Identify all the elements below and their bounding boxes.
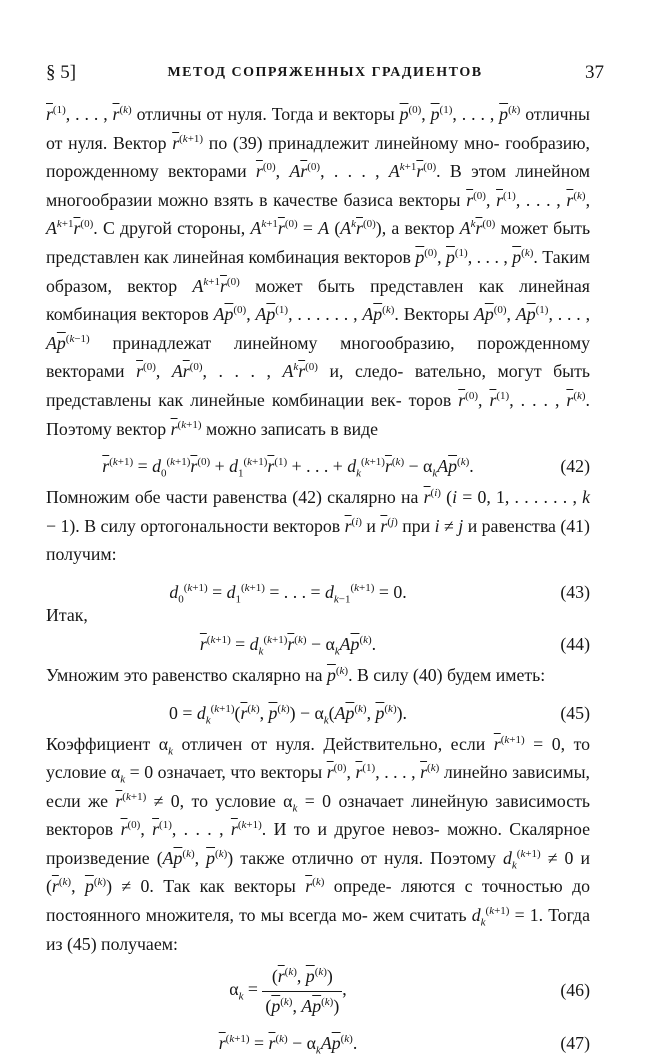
equation-47: $\overline{r}^{(k+1)} = \overline{r}^{(k)} - \alpha_kA\overline{p}^{(k)}$. (47)	[46, 1020, 590, 1060]
equation-46: $\alpha_k$ = $\frac{(\overline{r}^{(k)}, \overline{p}^{(k)})}{(\overline{p}^{(k)}, A\overline{p}^{(k)})}$ , (46)	[46, 958, 590, 1020]
equation-42: $\overline{r}^{(k+1)} = d_0^{(k+1)}\overline{r}^{(0)} + d_1^{(k+1)}\overline{r}^{(1)}$ + . . . + $d_k^{(k+1)}\overline{r}^{(k)} - \alpha_kA\overline{p}^{(k)}$. (42)	[46, 443, 590, 483]
equation-number-44: (44)	[560, 633, 590, 654]
page-body	[46, 100, 590, 1060]
equation-number-46: (46)	[560, 980, 590, 1001]
paragraph-4: Коэффициент $\alpha_k$ отличен от нуля. Действительно, если $\overline{r}^{(k+1)} = 0$, то условие $\alpha_k = 0$ означает, что векторы $\overline{r}^{(0)}$, $\overline{r}^{(1)}$, . . . , $\overline{r}^{(k)}$ линейно зависимы, если же $\overline{r}^{(k+1)} \ne 0$, то условие $\alpha_k = 0$ означает линейную зависимость векторов $\overline{r}^{(0)}$, $\overline{r}^{(1)}$, . . . , $\overline{r}^{(k+1)}$. И то и другое невоз- можно. Скалярное произведение ($A\overline{p}^{(k)}$, $\overline{p}^{(k)}$) также отлично от нуля. Поэтому $d_k^{(k+1)} \ne 0$ и ($\overline{r}^{(k)}$, $\overline{p}^{(k)}) \ne 0$. Так как векторы $\overline{r}^{(k)}$ опреде- ляются с точностью до постоянного множителя, то мы всегда мо- жем считать $d_k^{(k+1)} = 1$. Тогда из (45) получаем:	[46, 733, 591, 954]
equation-number-43: (43)	[560, 581, 590, 602]
paragraph-3: Умножим это равенство скалярно на $\overline{p}^{(k)}$. В силу (40) будем иметь:	[46, 664, 546, 685]
section-mark: § 5]	[46, 62, 77, 83]
running-header	[46, 62, 604, 86]
equation-45: $0 = d_k^{(k+1)}(\overline{r}^{(k)}$, $\overline{p}^{(k)}) - \alpha_k(A\overline{p}^{(k)}$, $\overline{p}^{(k)}$). (45)	[46, 690, 590, 730]
paragraph-1: $\overline{r}^{(1)}$, . . . , $\overline{r}^{(k)}$ отличны от нуля. Тогда и векторы $\overline{p}^{(0)}$, $\overline{p}^{(1)}$, . . . , $\overline{p}^{(k)}$ отличны от нуля. Вектор $\overline{r}^{(k+1)}$ по (39) принадлежит линейному мно- гообразию, порожденному векторами $\overline{r}^{(0)}$, $A\overline{r}^{(0)}$, . . . , $A^{k+1}\overline{r}^{(0)}$. В этом линейном многообразии можно взять в качестве базиса векторы $\overline{r}^{(0)}$, $\overline{r}^{(1)}$, . . . , $\overline{r}^{(k)}$, $A^{k+1}\overline{r}^{(0)}$. С другой стороны, $A^{k+1}\overline{r}^{(0)} = A$ $(A^k\overline{r}^{(0)})$, а вектор $A^k\overline{r}^{(0)}$ может быть представлен как линейная комбинация векторов $\overline{p}^{(0)}$, $\overline{p}^{(1)}$, . . . , $\overline{p}^{(k)}$. Таким образом, вектор $A^{k+1}\overline{r}^{(0)}$ может быть представлен как линейная комбинация векторов $A\overline{p}^{(0)}$, $A\overline{p}^{(1)}$, . . . . . . , $A\overline{p}^{(k)}$. Векторы $A\overline{p}^{(0)}$, $A\overline{p}^{(1)}$, . . . , $A\overline{p}^{(k-1)}$ принадлежат линейному многообразию, порожденному векторами $\overline{r}^{(0)}$, $A\overline{r}^{(0)}$, . . . , $A^k\overline{r}^{(0)}$ и, следо- вательно, могут быть представлены как линейные комбинации век- торов $\overline{r}^{(0)}$, $\overline{r}^{(1)}$, . . . , $\overline{r}^{(k)}$. Поэтому вектор $\overline{r}^{(k+1)}$ можно записать в виде	[46, 104, 591, 439]
equation-43: $d_0^{(k+1)} = d_1^{(k+1)}$ = . . . = $d_{k-1}^{(k+1)} = 0$. (43)	[46, 569, 590, 609]
page-number: 37	[585, 62, 604, 83]
equation-number-45: (45)	[560, 702, 590, 723]
equation-number-42: (42)	[560, 456, 590, 477]
equation-44: $\overline{r}^{(k+1)} = d_k^{(k+1)}\overline{r}^{(k)} - \alpha_kA\overline{p}^{(k)}$. (44)	[46, 621, 590, 661]
equation-number-47: (47)	[560, 1033, 590, 1054]
itak-word: Итак,	[46, 604, 88, 625]
paragraph-2: Помножим обе части равенства (42) скалярно на $\overline{r}^{(i)}$ (i = 0, 1, . . . . . . , k − 1). В силу ортогональности векторов $\overline{r}^{(i)}$ и $\overline{r}^{(j)}$ при i ≠ j и равенства (41) получим:	[46, 487, 591, 565]
chapter-title: МЕТОД СОПРЯЖЕННЫХ ГРАДИЕНТОВ	[167, 65, 483, 80]
